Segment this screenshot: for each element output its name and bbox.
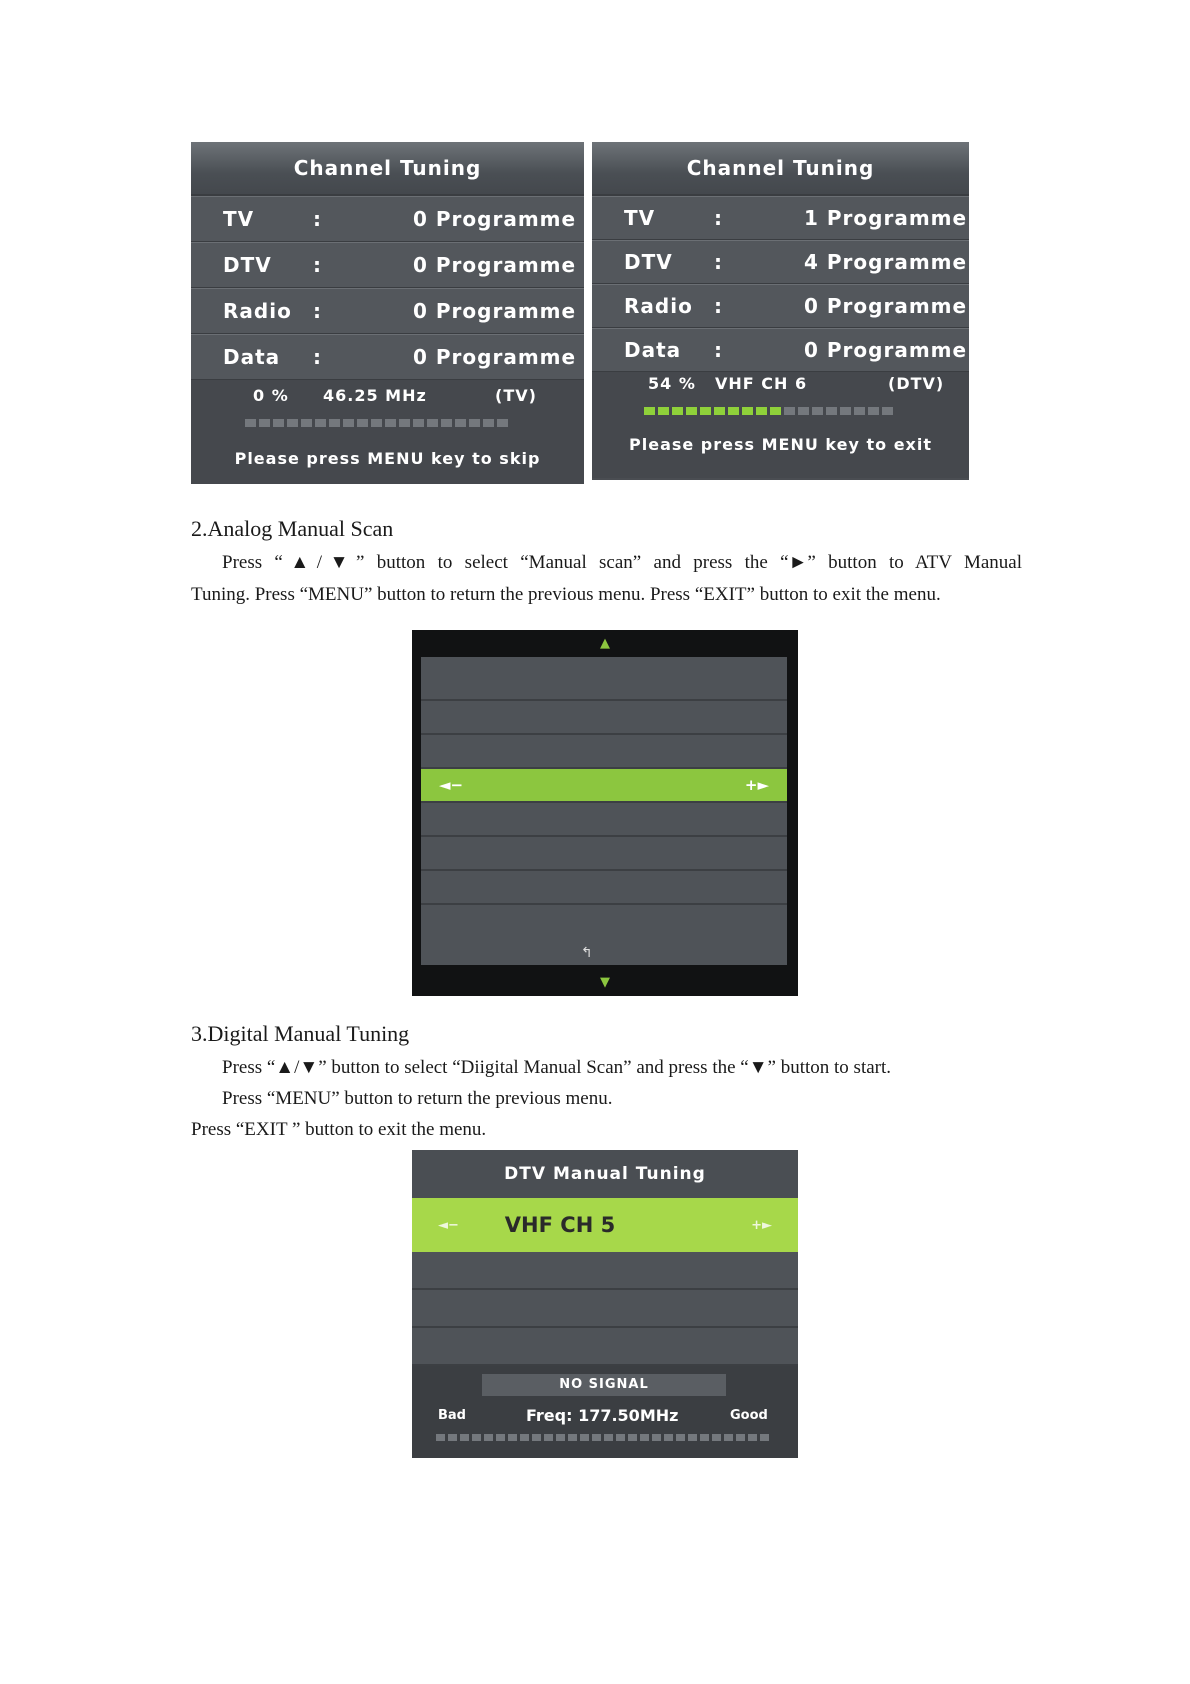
progress-segment [484,1434,493,1441]
row-sep: : [714,206,723,230]
row-value: 0 Programme [413,345,577,369]
scan-status [191,380,584,484]
progress-segment [812,407,823,415]
return-icon[interactable]: ↰ [581,945,593,961]
progress-segment [700,407,711,415]
row-value: 0 Programme [804,338,968,362]
progress-segment [357,419,368,427]
row-label: DTV [223,253,272,277]
panel-title: Channel Tuning [592,142,969,196]
row-label: DTV [624,250,673,274]
scan-percent: 54 % [648,374,696,393]
row-sep: : [313,299,322,323]
increase-icon[interactable]: +► [751,1217,772,1233]
row-data [592,328,969,372]
progress-segment [688,1434,697,1441]
scan-band: VHF CH 6 [715,374,808,393]
atv-manual-tuning-panel [412,630,798,996]
menu-row [412,1328,798,1366]
bad-label: Bad [438,1408,466,1423]
progress-segment [756,407,767,415]
row-radio [592,284,969,328]
progress-segment [672,407,683,415]
row-data [191,334,584,380]
signal-area [412,1366,798,1458]
dtv-manual-tuning-panel [412,1150,798,1456]
menu-row-selected[interactable] [421,769,787,803]
scroll-down-icon[interactable]: ▼ [600,975,610,990]
row-sep: : [714,294,723,318]
section-heading: 2.Analog Manual Scan [191,516,394,541]
progress-segment [592,1434,601,1441]
progress-segment [664,1434,673,1441]
progress-segment [497,419,508,427]
progress-segment [315,419,326,427]
progress-segment [616,1434,625,1441]
row-label: Data [223,345,281,369]
instruction-line: Press “▲/▼” button to select “Manual scan” and press the “►” button to ATV Manual [222,552,1022,573]
instruction-line: Press “MENU” button to return the previous menu. [222,1088,613,1109]
progress-segment [712,1434,721,1441]
row-value: 0 Programme [413,299,577,323]
row-value: 0 Programme [804,294,968,318]
progress-segment [580,1434,589,1441]
row-value: 0 Programme [413,207,577,231]
progress-segment [760,1434,769,1441]
panel-title: Channel Tuning [191,142,584,196]
row-label: TV [223,207,255,231]
progress-segment [714,407,725,415]
menu-row[interactable] [421,735,787,769]
progress-segment [568,1434,577,1441]
channel-value: VHF CH 5 [504,1213,616,1237]
progress-segment [301,419,312,427]
progress-segment [882,407,893,415]
progress-segment [399,419,410,427]
panel-title: DTV Manual Tuning [412,1150,798,1198]
progress-segment [413,419,424,427]
progress-segment [784,407,795,415]
progress-segment [652,1434,661,1441]
instruction-line: Tuning. Press “MENU” button to return the previous menu. Press “EXIT” button to exit the menu. [191,584,941,605]
progress-segment [483,419,494,427]
signal-strength-bar [436,1434,769,1441]
menu-row [412,1252,798,1290]
progress-segment [436,1434,445,1441]
progress-segment [736,1434,745,1441]
frequency: Freq: 177.50MHz [526,1406,679,1425]
progress-segment [644,407,655,415]
scroll-up-icon[interactable]: ▲ [600,636,610,651]
skip-hint: Please press MENU key to skip [234,449,541,468]
scan-progress-bar [644,407,969,415]
section-heading: 3.Digital Manual Tuning [191,1021,410,1046]
channel-selector[interactable] [412,1198,798,1252]
menu-row[interactable] [421,837,787,871]
instruction-line: Press “EXIT ” button to exit the menu. [191,1119,487,1140]
row-sep: : [714,250,723,274]
progress-segment [826,407,837,415]
progress-segment [700,1434,709,1441]
progress-segment [728,407,739,415]
channel-tuning-panel-left [191,142,584,482]
progress-segment [532,1434,541,1441]
increase-icon[interactable]: +► [744,776,769,794]
row-label: Data [624,338,682,362]
progress-segment [658,407,669,415]
row-sep: : [313,207,322,231]
decrease-icon[interactable]: ◄− [438,1217,459,1233]
row-value: 1 Programme [804,206,968,230]
row-sep: : [313,345,322,369]
menu-row[interactable] [421,803,787,837]
progress-segment [686,407,697,415]
exit-hint: Please press MENU key to exit [629,435,932,454]
menu-row[interactable] [421,701,787,735]
instruction-line: Press “▲/▼” button to select “Diigital Manual Scan” and press the “▼” button to start. [222,1057,892,1078]
progress-segment [748,1434,757,1441]
progress-segment [604,1434,613,1441]
row-label: Radio [624,294,693,318]
progress-segment [469,419,480,427]
row-tv [592,196,969,240]
progress-segment [273,419,284,427]
scan-mode: (DTV) [888,374,945,393]
progress-segment [798,407,809,415]
menu-footer [421,905,787,965]
progress-segment [472,1434,481,1441]
progress-segment [556,1434,565,1441]
progress-segment [868,407,879,415]
progress-segment [520,1434,529,1441]
row-sep: : [714,338,723,362]
menu-row[interactable] [421,657,787,701]
progress-segment [371,419,382,427]
progress-segment [245,419,256,427]
progress-segment [854,407,865,415]
menu-row [412,1290,798,1328]
row-label: TV [624,206,656,230]
progress-segment [343,419,354,427]
scan-mode: (TV) [495,386,537,405]
scan-progress-bar [245,419,584,427]
scan-percent: 0 % [253,386,289,405]
progress-segment [628,1434,637,1441]
good-label: Good [730,1408,768,1423]
channel-tuning-panel-right [592,142,969,480]
progress-segment [724,1434,733,1441]
progress-segment [496,1434,505,1441]
signal-status: NO SIGNAL [482,1374,726,1396]
progress-segment [385,419,396,427]
progress-segment [441,419,452,427]
progress-segment [427,419,438,427]
row-dtv [592,240,969,284]
scan-status [592,372,969,478]
progress-segment [287,419,298,427]
menu-row[interactable] [421,871,787,905]
decrease-icon[interactable]: ◄− [439,776,464,794]
progress-segment [259,419,270,427]
scan-frequency: 46.25 MHz [323,386,427,405]
row-tv [191,196,584,242]
row-radio [191,288,584,334]
row-value: 0 Programme [413,253,577,277]
progress-segment [770,407,781,415]
progress-segment [840,407,851,415]
progress-segment [640,1434,649,1441]
progress-segment [676,1434,685,1441]
row-label: Radio [223,299,292,323]
progress-segment [460,1434,469,1441]
progress-segment [448,1434,457,1441]
row-value: 4 Programme [804,250,968,274]
progress-segment [508,1434,517,1441]
progress-segment [742,407,753,415]
row-sep: : [313,253,322,277]
row-dtv [191,242,584,288]
progress-segment [455,419,466,427]
progress-segment [544,1434,553,1441]
progress-segment [329,419,340,427]
